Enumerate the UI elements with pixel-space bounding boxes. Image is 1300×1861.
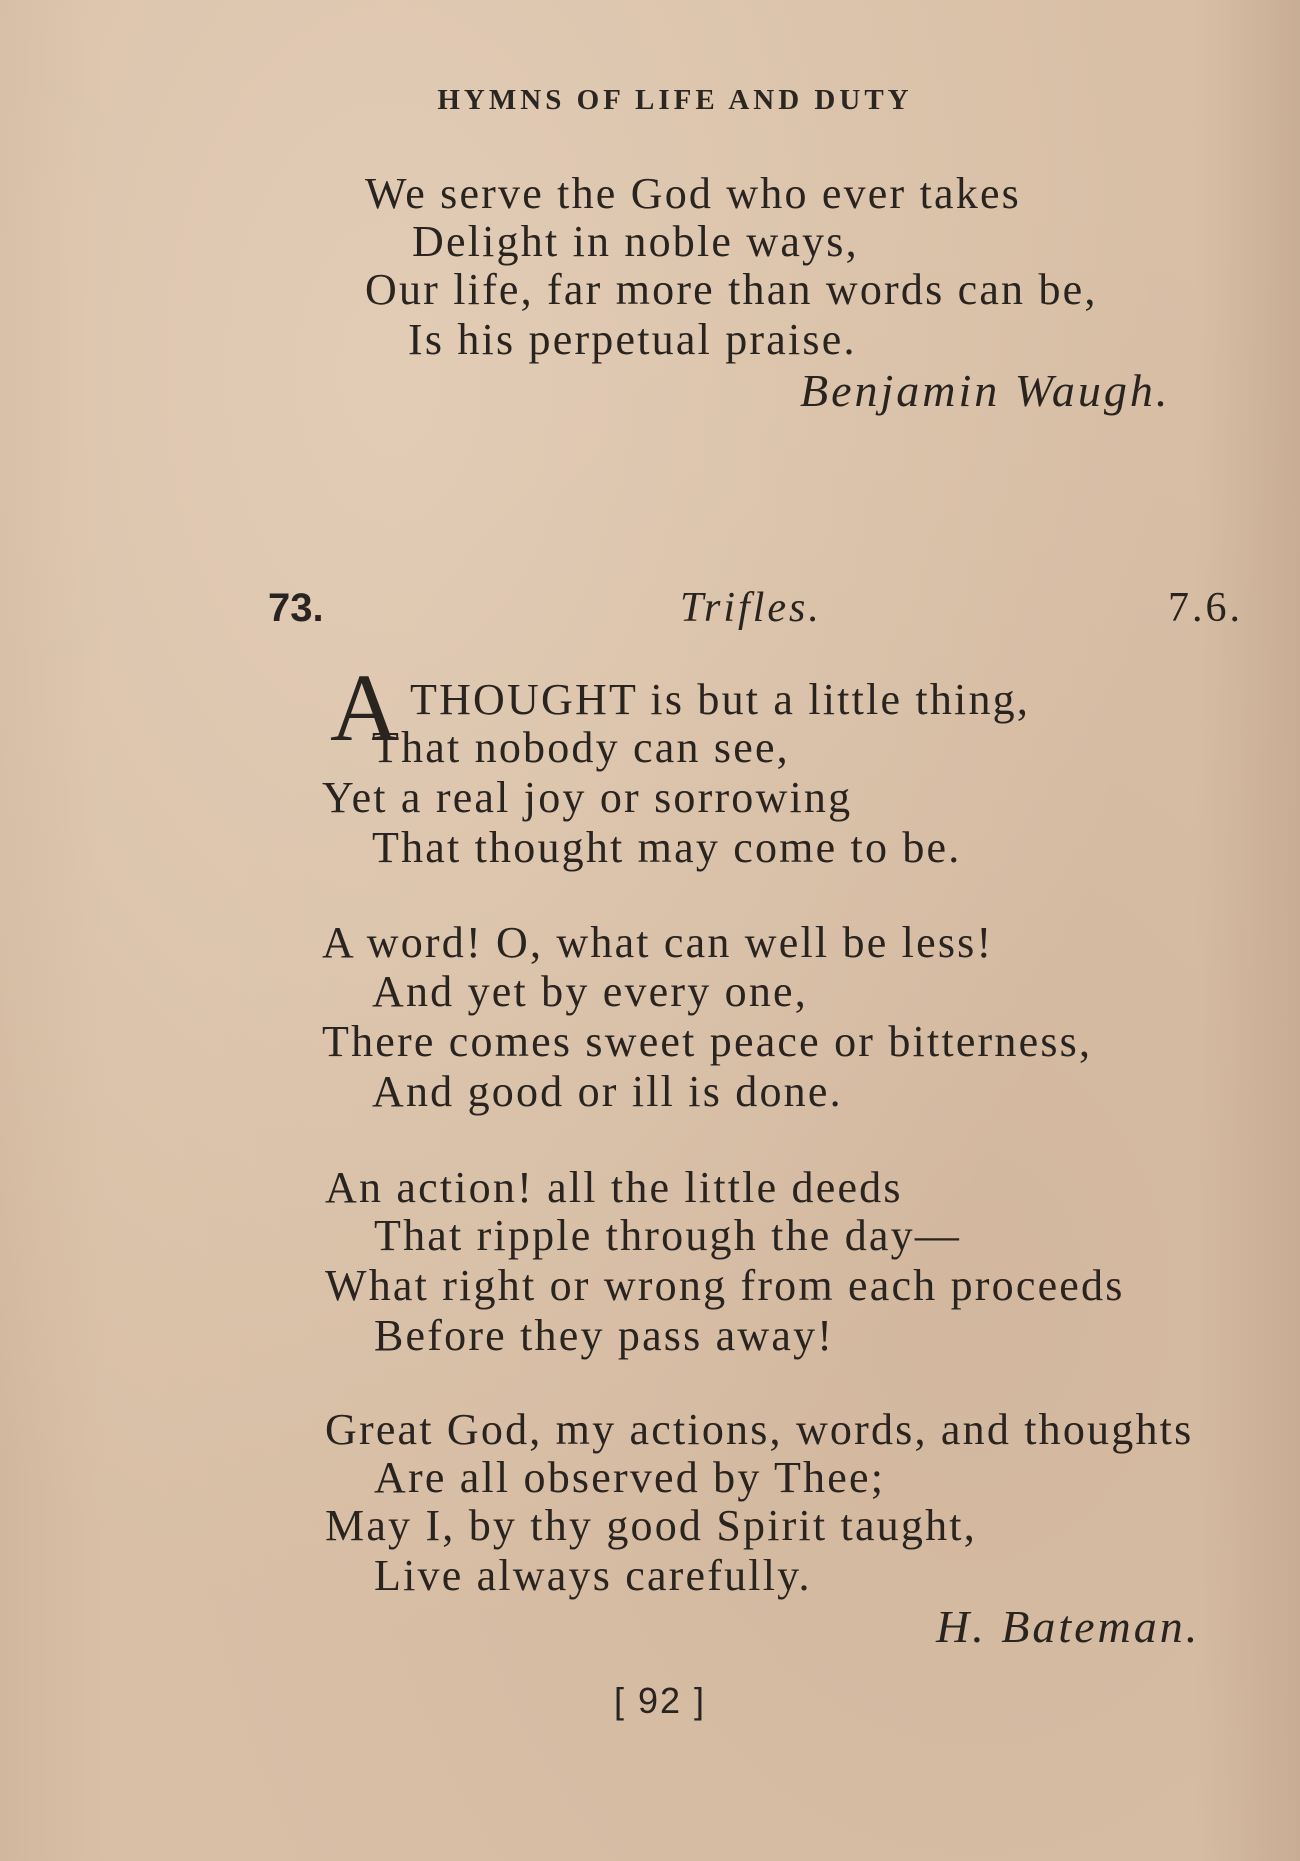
verse-line: Live always carefully. xyxy=(374,1551,812,1600)
verse-line: Is his perpetual praise. xyxy=(408,315,857,364)
hymn-author: H. Bateman. xyxy=(936,1601,1201,1652)
verse-line: THOUGHT is but a little thing, xyxy=(410,675,1031,724)
running-head: HYMNS OF LIFE AND DUTY xyxy=(437,84,913,116)
hymn-meter: 7.6. xyxy=(1168,585,1243,631)
verse-line: May I, by thy good Spirit taught, xyxy=(325,1501,977,1550)
verse-line: That ripple through the day— xyxy=(374,1211,962,1260)
verse-line: And good or ill is done. xyxy=(372,1067,843,1116)
verse-line: Our life, far more than words can be, xyxy=(365,265,1098,314)
verse-line: Yet a real joy or sorrowing xyxy=(322,773,853,822)
verse-line: An action! all the little deeds xyxy=(325,1163,903,1212)
verse-line: Delight in noble ways, xyxy=(412,217,859,266)
verse-line: A word! O, what can well be less! xyxy=(322,918,994,967)
verse-line: And yet by every one, xyxy=(372,967,808,1016)
verse-line: We serve the God who ever takes xyxy=(365,169,1021,218)
verse-line: That thought may come to be. xyxy=(372,823,962,872)
hymn-title: Trifles. xyxy=(680,585,822,631)
verse-line: What right or wrong from each proceeds xyxy=(325,1261,1125,1310)
verse-line: There comes sweet peace or bitterness, xyxy=(322,1017,1093,1066)
hymn-author: Benjamin Waugh. xyxy=(800,365,1171,416)
hymn-number: 73. xyxy=(268,586,324,630)
verse-line: That nobody can see, xyxy=(372,723,790,772)
drop-cap: A xyxy=(330,654,400,761)
verse-line: Great God, my actions, words, and thoughts xyxy=(325,1405,1194,1454)
verse-line: Are all observed by Thee; xyxy=(374,1453,886,1502)
verse-line: Before they pass away! xyxy=(374,1311,835,1360)
page-number: [ 92 ] xyxy=(613,1680,707,1721)
